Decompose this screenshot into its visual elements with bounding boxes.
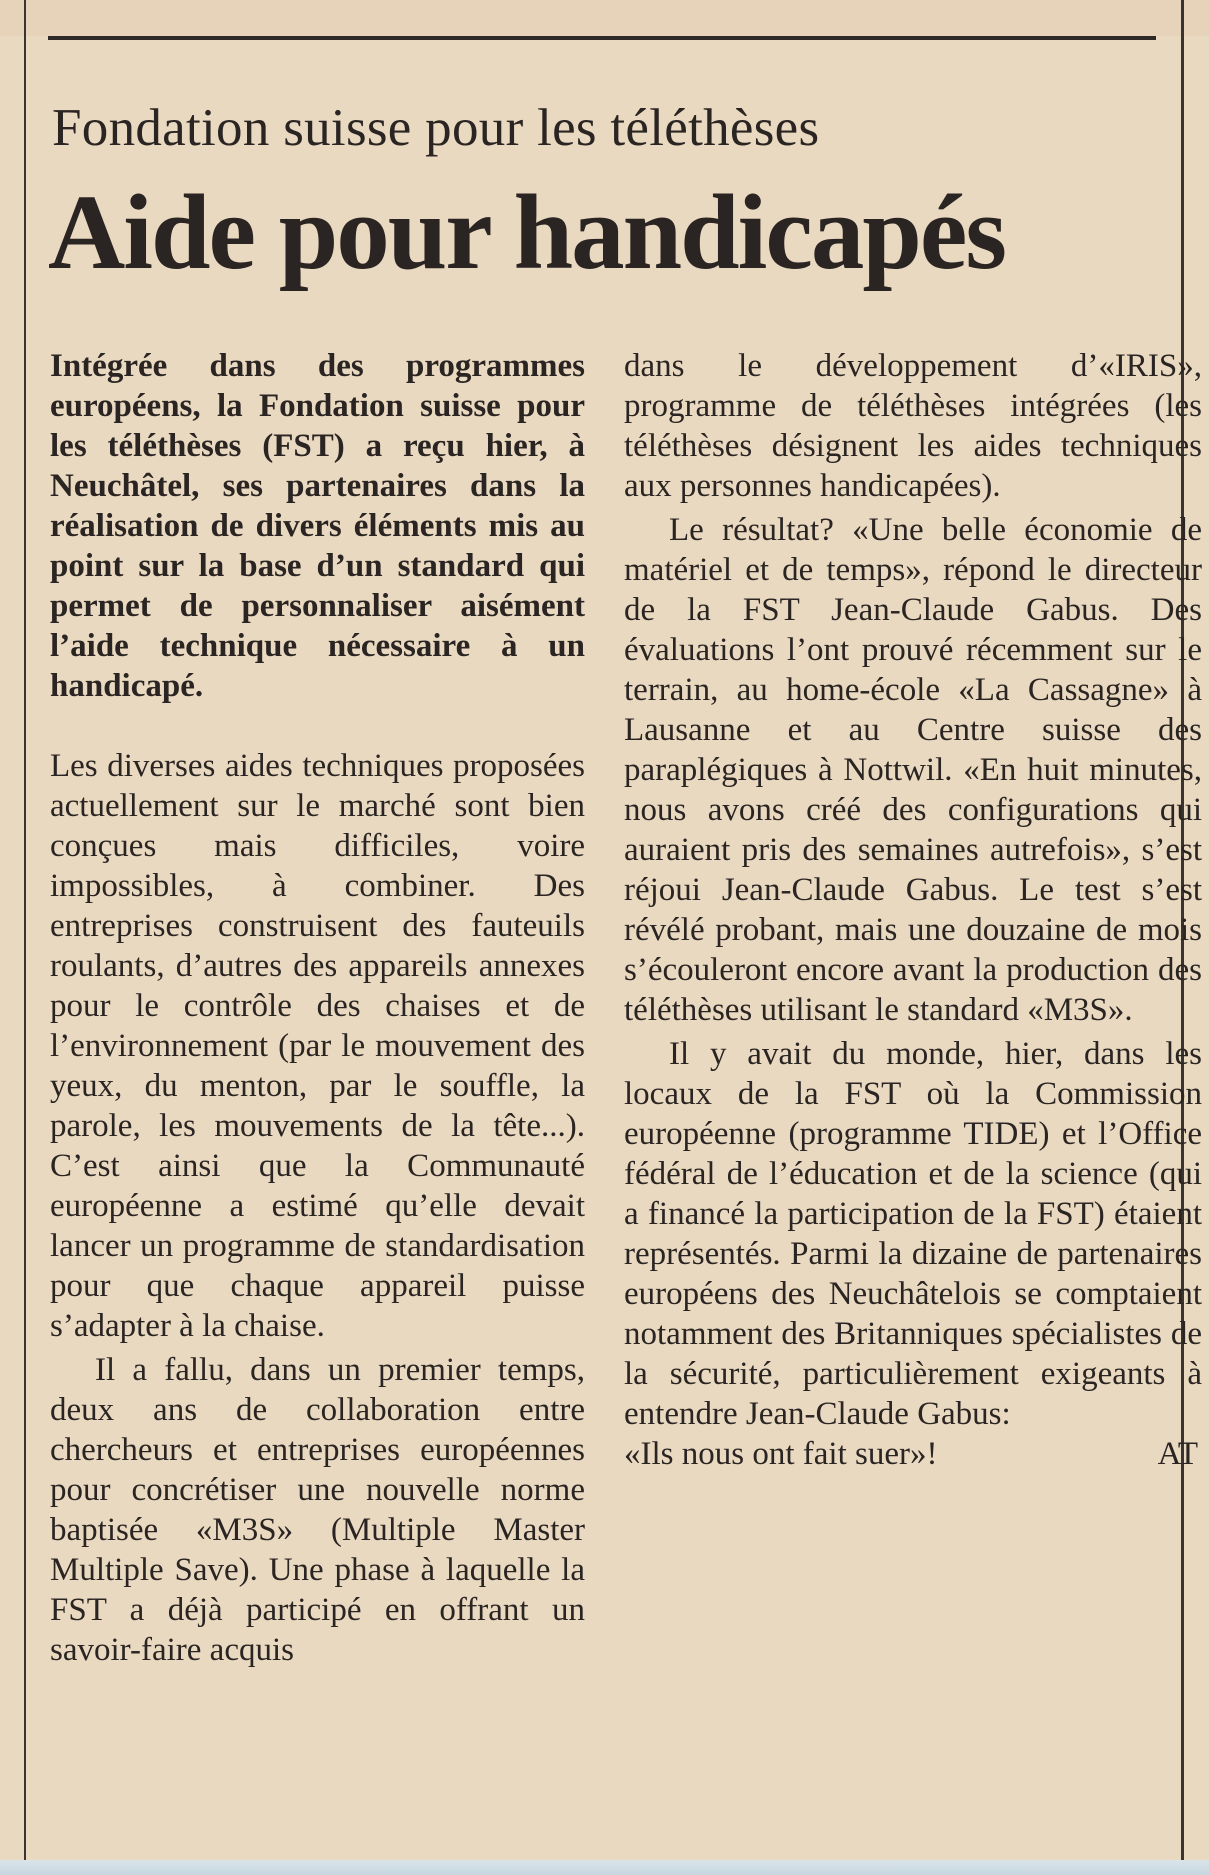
scan-bottom-strip	[0, 1860, 1209, 1875]
body-paragraph: Les diverses aides techniques proposées actuellement sur le marché sont bien conçues mais difficiles, voire impossibles, à combiner. Des entreprises construisent des fauteuils roulants, d’autres des appareils annexes pour le contrôle des chaises et de l’environnement (par le mouvement des yeux, du menton, par le souffle, la parole, les mouvements de la tête...). C’est ainsi que la Communauté européenne a estimé qu’elle devait lancer un programme de standardisation pour que chaque appareil puisse s’adapter à la chaise.	[50, 748, 585, 1344]
closing-quote: «Ils nous ont fait suer»!	[624, 1436, 938, 1472]
column-right	[624, 346, 1202, 1474]
article-kicker: Fondation suisse pour les téléthèses	[52, 99, 820, 157]
left-column-rule	[24, 0, 26, 1862]
article-headline: Aide pour handicapés	[48, 174, 1005, 292]
body-paragraph: Il a fallu, dans un premier temps, deux ans de collaboration entre chercheurs et entreprises européennes pour concrétiser une nouvelle norme baptisée «M3S» (Multiple Master Multiple Save). Une phase à laquelle la FST a déjà participé en offrant un savoir-faire acquis	[50, 1352, 585, 1668]
column-left	[50, 346, 585, 1670]
body-paragraph: Il y avait du monde, hier, dans les locaux de la FST où la Commission européenne (programme TIDE) et l’Office fédéral de l’éducation et de la science (qui a financé la participation de la FST) étaient représentés. Parmi la dizaine de partenaires européens des Neuchâtelois se comptaient notamment des Britanniques spécialistes de la sécurité, particulièrement exigeants à entendre Jean-Claude Gabus:	[624, 1036, 1202, 1432]
body-paragraph: Le résultat? «Une belle économie de matériel et de temps», répond le directeur de la FST Jean-Claude Gabus. Des évaluations l’ont prouvé récemment sur le terrain, au home-école «La Cassagne» à Lausanne et au Centre suisse des paraplégiques à Nottwil. «En huit minutes, nous avons créé des configurations qui auraient pris des semaines autrefois», s’est réjoui Jean-Claude Gabus. Le test s’est révélé probant, mais une douzaine de mois s’écouleront encore avant la production des téléthèses utilisant le standard «M3S».	[624, 512, 1202, 1028]
paper-top-edge	[0, 0, 1209, 36]
article-signoff	[624, 1434, 1202, 1474]
body-paragraph: dans le développement d’«IRIS», programme de téléthèses intégrées (les téléthèses désignent les aides techniques aux personnes handicapées).	[624, 348, 1202, 504]
author-initials: AT	[1157, 1436, 1198, 1472]
article-lead: Intégrée dans des programmes européens, la Fondation suisse pour les téléthèses (FST) a reçu hier, à Neuchâtel, ses partenaires dans la réalisation de divers éléments mis au point sur la base d’un standard qui permet de personnaliser aisément l’aide technique nécessaire à un handicapé.	[50, 348, 585, 704]
newspaper-article	[48, 40, 1202, 1860]
